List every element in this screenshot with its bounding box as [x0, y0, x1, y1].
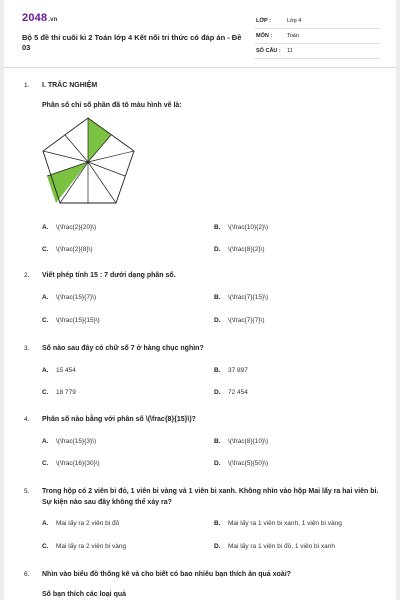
option-c[interactable]: C. \(\frac{16}{30}\) — [42, 460, 100, 467]
question-number: 1. — [24, 82, 30, 89]
option-b[interactable]: B. \(\frac{8}{10}\) — [214, 438, 269, 445]
pentagon-figure — [40, 117, 136, 207]
question-text: Phân số chỉ số phần đã tô màu hình vẽ là: — [42, 102, 182, 109]
question-number: 3. — [24, 345, 30, 352]
option-d[interactable]: D. Mai lấy ra 1 viên bi đỏ, 1 viên bi xanh — [214, 543, 335, 550]
question-text: Số nào sau đây có chữ số 7 ở hàng chục nghìn? — [42, 345, 204, 352]
option-a[interactable]: A. \(\frac{15}{3}\) — [42, 438, 97, 445]
option-d[interactable]: D. \(\frac{8}{2}\) — [214, 246, 265, 253]
option-c[interactable]: C. 18 779 — [42, 389, 76, 396]
site-logo[interactable]: 2048.vn — [22, 12, 58, 24]
question-number: 5. — [24, 488, 30, 495]
option-d[interactable]: D. \(\frac{7}{7}\) — [214, 317, 265, 324]
option-c[interactable]: C. \(\frac{15}{15}\) — [42, 317, 100, 324]
question-text: Phân số nào bằng với phân số \(\frac{8}{15}\)? — [42, 416, 196, 423]
option-a[interactable]: A. \(\frac{15}{7}\) — [42, 294, 97, 301]
page-title: Bộ 5 đề thi cuối kì 2 Toán lớp 4 Kết nối tri thức có đáp án - Đề 03 — [22, 33, 242, 52]
option-b[interactable]: B. \(\frac{7}{15}\) — [214, 294, 269, 301]
question-text: Viết phép tính 15 : 7 dưới dạng phân số. — [42, 272, 176, 279]
section-title: I. TRẮC NGHIỆM — [42, 82, 98, 89]
chart-subtitle: Số bạn thích các loại quả — [42, 591, 127, 598]
question-number: 4. — [24, 416, 30, 423]
question-text: Trong hộp có 2 viên bi đỏ, 1 viên bi vàng và 1 viên bi xanh. Không nhìn vào hộp Mai lấy ra hai viên bi. Sự kiện nào sau đây không thể xảy ra? — [42, 488, 379, 506]
option-a[interactable]: A. 15 454 — [42, 367, 76, 374]
option-d[interactable]: D. 72 454 — [214, 389, 248, 396]
option-a[interactable]: A. Mai lấy ra 2 viên bi đỏ — [42, 520, 120, 527]
meta-row-grade: LỚP : Lớp 4 — [254, 14, 380, 29]
exam-page — [4, 0, 396, 600]
meta-row-count: SỐ CÂU : 11 — [254, 44, 380, 59]
shaded-part-1 — [88, 118, 111, 162]
option-c[interactable]: C. Mai lấy ra 2 viên bi vàng — [42, 543, 127, 550]
option-c[interactable]: C. \(\frac{2}{8}\) — [42, 246, 93, 253]
option-b[interactable]: B. 37 897 — [214, 367, 248, 374]
option-a[interactable]: A. \(\frac{2}{20}\) — [42, 224, 97, 231]
option-b[interactable]: B. \(\frac{10}{2}\) — [214, 224, 269, 231]
header-divider — [4, 67, 396, 68]
question-number: 2. — [24, 272, 30, 279]
meta-table — [254, 14, 380, 59]
meta-row-subject: MÔN : Toán — [254, 29, 380, 44]
option-b[interactable]: B. Mai lấy ra 1 viên bi xanh, 1 viên bi vàng — [214, 520, 342, 527]
question-number: 6. — [24, 571, 30, 578]
question-text: Nhìn vào biểu đồ thống kê và cho biết có bao nhiêu bạn thích ăn quả xoài? — [42, 571, 291, 578]
option-d[interactable]: D. \(\frac{5}{50}\) — [214, 460, 269, 467]
page-header — [4, 0, 396, 62]
